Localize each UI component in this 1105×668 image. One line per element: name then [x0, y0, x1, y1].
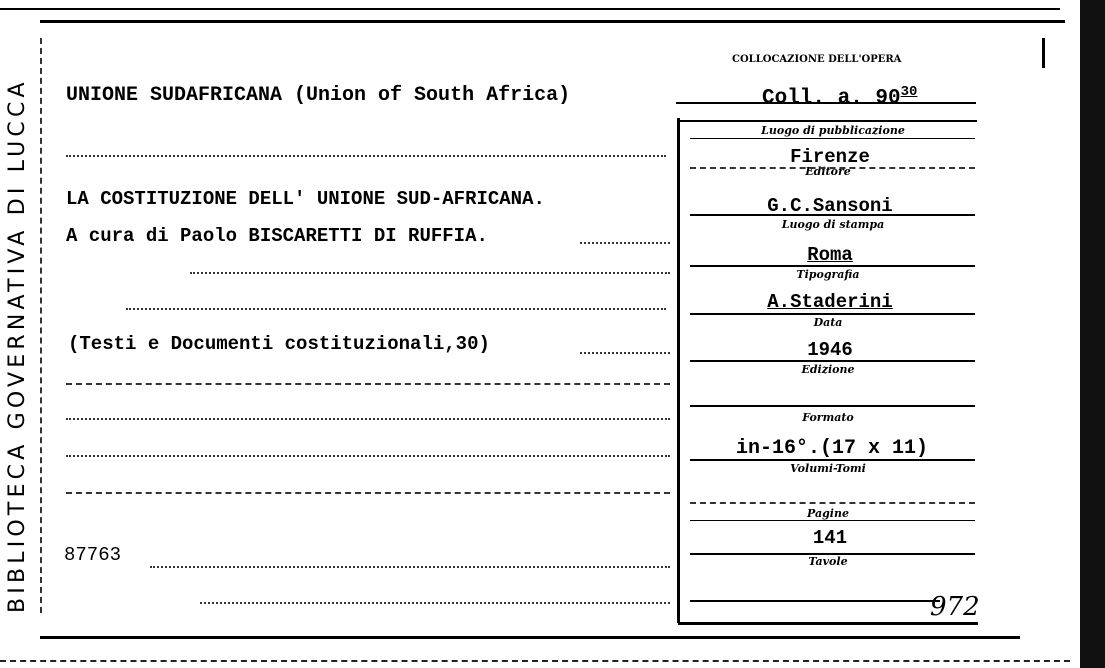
top-rule	[40, 20, 1065, 23]
rule-11	[690, 600, 940, 602]
handwritten-number: 972	[930, 592, 980, 622]
label-edition: Edizione	[801, 363, 855, 376]
accession-number: 87763	[64, 544, 122, 566]
label-plates: Tavole	[808, 555, 848, 568]
editor-rule	[580, 242, 670, 244]
collocation-value	[762, 84, 917, 110]
right-edge	[1080, 0, 1105, 668]
rule-10	[690, 553, 975, 555]
rule-8	[690, 502, 975, 504]
right-box-bottom	[678, 622, 978, 625]
right-box-top	[677, 120, 977, 122]
rule-2	[690, 214, 975, 216]
rule-5	[690, 360, 975, 362]
bottom-border	[0, 660, 1070, 662]
value-print-place: Roma	[807, 244, 853, 266]
label-printer: Tipografia	[796, 268, 860, 281]
label-volumes: Volumi-Tomi	[790, 462, 866, 475]
series-line: (Testi e Documenti costituzionali,30)	[68, 333, 490, 355]
number-rule	[150, 566, 670, 568]
value-date: 1946	[807, 339, 853, 361]
left-rule	[40, 38, 44, 613]
label-print-place: Luogo di stampa	[781, 218, 885, 231]
rule-4	[690, 313, 975, 315]
label-publication-place: Luogo di pubblicazione	[761, 124, 905, 137]
blank-line-1	[66, 155, 666, 157]
label-publisher: Editore	[805, 165, 851, 178]
rule-0	[690, 138, 975, 139]
title-line: LA COSTITUZIONE DELL' UNIONE SUD-AFRICANA.	[66, 188, 545, 210]
blank-line-7	[66, 492, 670, 494]
collocation-volume: 30	[900, 84, 918, 100]
editor-line: A cura di Paolo BISCARETTI DI RUFFIA.	[66, 225, 488, 247]
value-printer: A.Staderini	[767, 291, 893, 313]
blank-line-3	[126, 308, 666, 310]
rule-3	[690, 265, 975, 267]
rule-1	[690, 167, 975, 169]
value-publication-place: Firenze	[790, 146, 870, 168]
value-publisher: G.C.Sansoni	[767, 195, 893, 217]
value-format: in-16°.(17 x 11)	[735, 437, 929, 460]
label-date: Data	[813, 316, 843, 329]
bottom-rule	[40, 636, 1020, 639]
rule-6	[690, 405, 975, 407]
label-format: Formato	[802, 411, 854, 424]
rule-9	[690, 520, 975, 521]
subject-heading: UNIONE SUDAFRICANA (Union of South Africa)	[66, 84, 571, 107]
collocation-header: COLLOCAZIONE DELL'OPERA	[732, 54, 902, 65]
blank-line-6	[66, 455, 670, 457]
value-pages: 141	[812, 527, 848, 549]
series-rule	[580, 352, 670, 354]
blank-line-4	[66, 383, 670, 385]
rule-7	[690, 459, 975, 461]
library-label: BIBLIOTECA GOVERNATIVA DI LUCCA	[5, 78, 30, 613]
top-border	[0, 8, 1060, 10]
label-pages: Pagine	[807, 507, 849, 520]
right-box-border	[677, 118, 680, 623]
blank-line-2	[190, 272, 670, 274]
blank-line-5	[66, 418, 670, 420]
blank-line-8	[200, 602, 670, 604]
right-mark	[1042, 38, 1045, 68]
collocation-shelfmark: Coll. a. 90	[762, 87, 901, 110]
